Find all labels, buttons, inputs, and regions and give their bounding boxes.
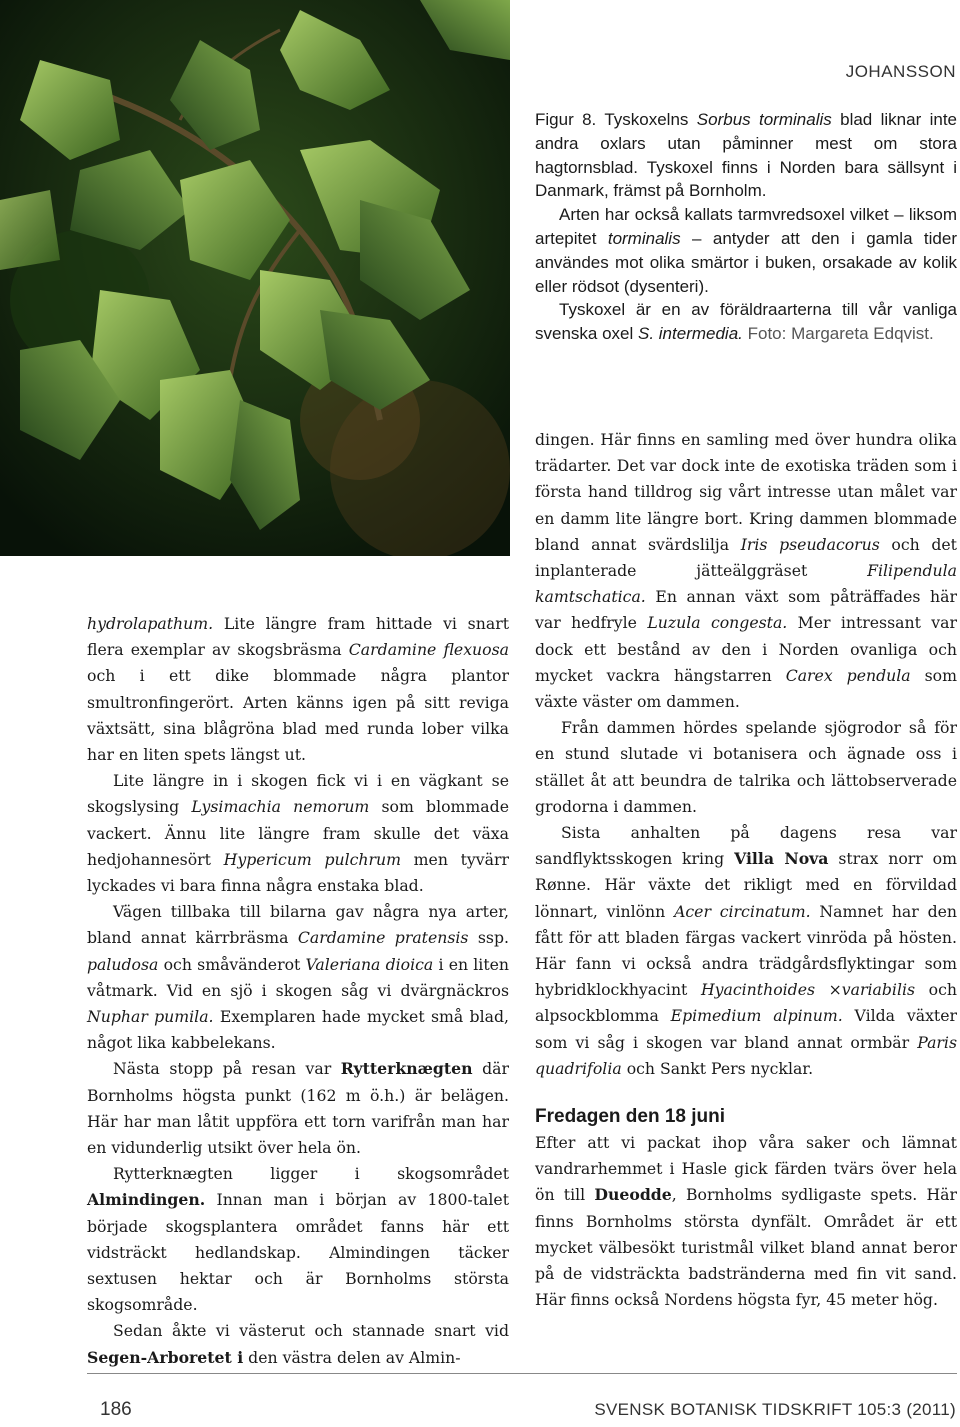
figure-caption <box>535 108 957 346</box>
leaf-photo <box>0 0 510 556</box>
journal-citation: SVENSK BOTANISK TIDSKRIFT 105:3 (2011) <box>594 1400 956 1419</box>
footer-divider <box>87 1373 957 1374</box>
body-paragraph: Sista anhalten på dagens resa var sandflyktsskogen kring Villa Nova strax norr om Rønne. Här växte det rikligt med en förvildad lönnart, vinlönn Acer circinatum. Namnet har den fått för att bladen färgas vackert vinröda på hösten. Här fann vi också andra trädgårdsflyktingar som hybridklockhyacint Hyacinthoides ×variabilis och alpsockblomma Epimedium alpinum. Vilda växter som vi såg i skogen var bland annat ormbär Paris quadrifolia och Sankt Pers nycklar. <box>535 823 958 1078</box>
photo-credit: Foto: Margareta Edqvist. <box>742 324 934 344</box>
page-number: 186 <box>100 1399 132 1420</box>
caption-paragraph: Figur 8. Tyskoxelns Sorbus torminalis blad liknar inte andra oxlars utan påminner mest om stora hagtornsblad. Tyskoxel finns i Norden bara sällsynt i Danmark, främst på Bornholm. <box>535 110 958 201</box>
body-paragraph: Från dammen hördes spelande sjögrodor så för en stund slutade vi botanisera och ägnade oss i stället åt att beundra de talrika och lättobserverade grodorna i dammen. <box>535 718 957 816</box>
left-column <box>87 611 509 1371</box>
body-paragraph: Efter att vi packat ihop våra saker och lämnat vandrarhemmet i Hasle gick färden tvärs över hela ön till Dueodde, Bornholms sydligaste spets. Här finns Bornholms största dynfält. Området är ett mycket välbesökt turistmål vilket bland annat beror på de vidsträckta badstränderna med fin vit sand. Här finns också Nordens högsta fyr, 45 meter hög. <box>535 1133 957 1310</box>
body-paragraph: hydrolapathum. Lite längre fram hittade vi snart flera exemplar av skogsbräsma Cardamine flexuosa och i ett dike blommade några plantor smultronfingerört. Arten känns igen på sitt reviga växtsätt, sina blågröna blad med runda lober vilka har en liten spets längst ut. <box>87 614 509 765</box>
body-paragraph: Nästa stopp på resan var Rytterknægten där Bornholms högsta punkt (162 m ö.h.) är belägen. Här har man låtit uppföra ett torn varifrån man har en vidunderlig utsikt över hela ön. <box>87 1059 509 1158</box>
running-header-author: JOHANSSON <box>845 62 956 81</box>
caption-paragraph: Tyskoxel är en av föräldraarterna till vår vanliga svenska oxel S. intermedia. Foto: Margareta Edqvist. <box>535 300 957 344</box>
body-paragraph: dingen. Här finns en samling med över hundra olika trädarter. Det var dock inte de exotiska träden som i första hand tilldrog sig vårt intresse utan målet var en damm lite längre bort. Kring dammen blommade bland annat svärdslilja Iris pseudacorus och det inplanterade jätteälggräset Filipendula kamtschatica. En annan växt som påträffades här var hedfryle Luzula congesta. Mer intressant var dock ett bestånd av den i Norden ovanliga och mycket vackra hängstarren Carex pendula som växte väster om dammen. <box>535 430 957 712</box>
sorbus-leaves-illustration <box>0 0 510 556</box>
right-column <box>535 427 957 1314</box>
body-paragraph: Vägen tillbaka till bilarna gav några nya arter, bland annat kärrbräsma Cardamine pratensis ssp. paludosa och småvänderot Valeriana dioica i en liten våtmark. Vid en sjö i skogen såg vi dvärgnäckros Nuphar pumila. Exemplaren hade mycket små blad, något lika kabbelekans. <box>87 902 510 1053</box>
body-paragraph: Lite längre in i skogen fick vi i en vägkant se skogslysing Lysimachia nemorum som blommade vackert. Ännu lite längre fram skulle det växa hedjohannesört Hypericum pulchrum men tyvärr lyckades vi bara finna några enstaka blad. <box>87 771 509 896</box>
section-heading: Fredagen den 18 juni <box>535 1106 726 1128</box>
body-paragraph: Rytterknægten ligger i skogsområdet Almindingen. Innan man i början av 1800-talet började skogsplantera området fanns här ett vidsträckt hedlandskap. Almindingen täcker sextusen hektar och är Bornholms största skogsområde. <box>87 1164 509 1315</box>
body-paragraph: Sedan åkte vi västerut och stannade snart vid Segen-Arboretet i den västra delen av Almin- <box>87 1321 509 1367</box>
caption-paragraph: Arten har också kallats tarmvredsoxel vilket – liksom artepitet torminalis – antyder att den i gamla tider användes mot olika smärtor i buken, orsakade av kolik eller rödsot (dysenteri). <box>535 205 957 296</box>
